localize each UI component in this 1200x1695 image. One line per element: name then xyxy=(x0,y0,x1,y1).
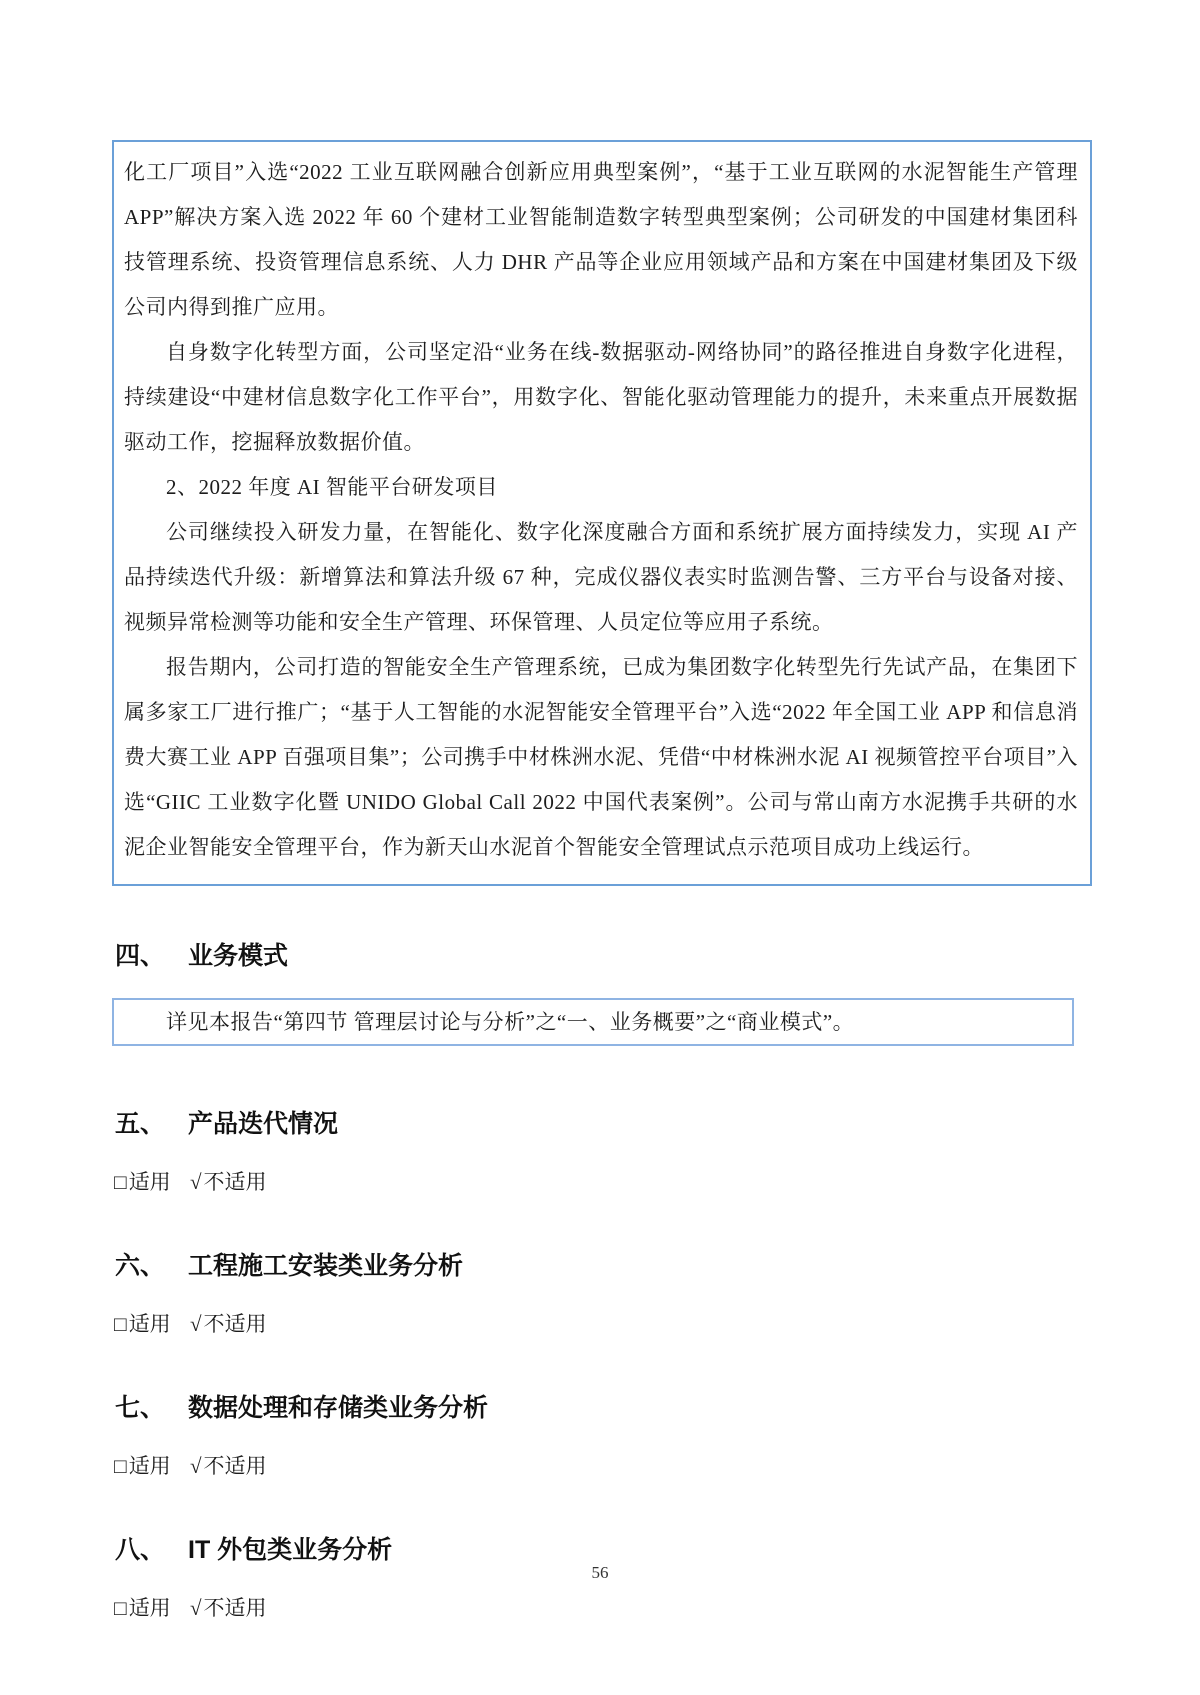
not-applicable-label: 不适用 xyxy=(203,1596,267,1620)
section-number: 六、 xyxy=(115,1252,166,1280)
paragraph: 公司继续投入研发力量，在智能化、数字化深度融合方面和系统扩展方面持续发力，实现 AI 产品持续迭代升级：新增算法和算法升级 67 种，完成仪器仪表实时监测告警、三方平台与设备对接、视频异常检测等功能和安全生产管理、环保管理、人员定位等应用子系统。 xyxy=(124,520,1078,634)
check-icon: √ xyxy=(189,1170,202,1194)
applicability-line xyxy=(114,1454,1092,1478)
applicable-option xyxy=(114,1596,171,1620)
highlight-box xyxy=(112,140,1092,886)
not-applicable-label: 不适用 xyxy=(203,1454,267,1478)
not-applicable-label: 不适用 xyxy=(203,1170,267,1194)
not-applicable-option xyxy=(190,1596,267,1620)
checkbox-empty-icon: □ xyxy=(114,1454,127,1478)
section-heading-data-processing-storage xyxy=(115,1388,1092,1424)
paragraph: 2、2022 年度 AI 智能平台研发项目 xyxy=(166,475,498,499)
applicability-line xyxy=(114,1312,1092,1336)
applicable-option xyxy=(114,1454,171,1478)
applicability-line xyxy=(114,1596,1092,1620)
check-icon: √ xyxy=(189,1312,202,1336)
paragraph: 化工厂项目”入选“2022 工业互联网融合创新应用典型案例”，“基于工业互联网的水泥智能生产管理APP”解决方案入选 2022 年 60 个建材工业智能制造数字转型典型案例；公司研发的中国建材集团科技管理系统、投资管理信息系统、人力 DHR 产品等企业应用领域产品和方案在中国建材集团及下级公司内得到推广应用。 xyxy=(124,160,1078,319)
checkbox-empty-icon: □ xyxy=(114,1312,127,1336)
paragraph: 报告期内，公司打造的智能安全生产管理系统，已成为集团数字化转型先行先试产品，在集团下属多家工厂进行推广；“基于人工智能的水泥智能安全管理平台”入选“2022 年全国工业 APP 和信息消费大赛工业 APP 百强项目集”；公司携手中材株洲水泥、凭借“中材株洲水泥 AI 视频管控平台项目”入选“GIIC 工业数字化暨 UNIDO Global Call 2022 中国代表案例”。公司与常山南方水泥携手共研的水泥企业智能安全管理平台，作为新天山水泥首个智能安全管理试点示范项目成功上线运行。 xyxy=(124,655,1078,859)
check-icon: √ xyxy=(189,1454,202,1478)
applicable-option xyxy=(114,1170,171,1194)
applicable-label: 适用 xyxy=(128,1312,171,1336)
section-title: 数据处理和存储类业务分析 xyxy=(188,1394,489,1422)
applicability-line xyxy=(114,1170,1092,1194)
reference-note-text: 详见本报告“第四节 管理层讨论与分析”之“一、业务概要”之“商业模式”。 xyxy=(166,1010,855,1034)
applicable-label: 适用 xyxy=(128,1170,171,1194)
not-applicable-option xyxy=(190,1312,267,1336)
applicable-label: 适用 xyxy=(128,1454,171,1478)
section-heading-business-model xyxy=(115,936,1092,972)
checkbox-empty-icon: □ xyxy=(114,1170,127,1194)
not-applicable-option xyxy=(190,1170,267,1194)
section-title: 产品迭代情况 xyxy=(188,1110,339,1138)
page-number: 56 xyxy=(591,1563,609,1582)
section-number: 七、 xyxy=(115,1394,166,1422)
section-title: IT 外包类业务分析 xyxy=(188,1536,393,1564)
not-applicable-option xyxy=(190,1454,267,1478)
section-number: 四、 xyxy=(115,942,166,970)
section-heading-it-outsourcing xyxy=(115,1530,1092,1566)
section-number: 五、 xyxy=(115,1110,166,1138)
section-heading-product-iteration xyxy=(115,1104,1092,1140)
section-heading-construction-install xyxy=(115,1246,1092,1282)
section-title: 业务模式 xyxy=(188,942,289,970)
check-icon: √ xyxy=(189,1596,202,1620)
applicable-option xyxy=(114,1312,171,1336)
checkbox-empty-icon: □ xyxy=(114,1596,127,1620)
applicable-label: 适用 xyxy=(128,1596,171,1620)
not-applicable-label: 不适用 xyxy=(203,1312,267,1336)
reference-note-box xyxy=(112,998,1074,1046)
section-number: 八、 xyxy=(115,1536,166,1564)
paragraph: 自身数字化转型方面，公司坚定沿“业务在线-数据驱动-网络协同”的路径推进自身数字化进程，持续建设“中建材信息数字化工作平台”，用数字化、智能化驱动管理能力的提升，未来重点开展数据驱动工作，挖掘释放数据价值。 xyxy=(124,340,1078,454)
section-title: 工程施工安装类业务分析 xyxy=(188,1252,464,1280)
